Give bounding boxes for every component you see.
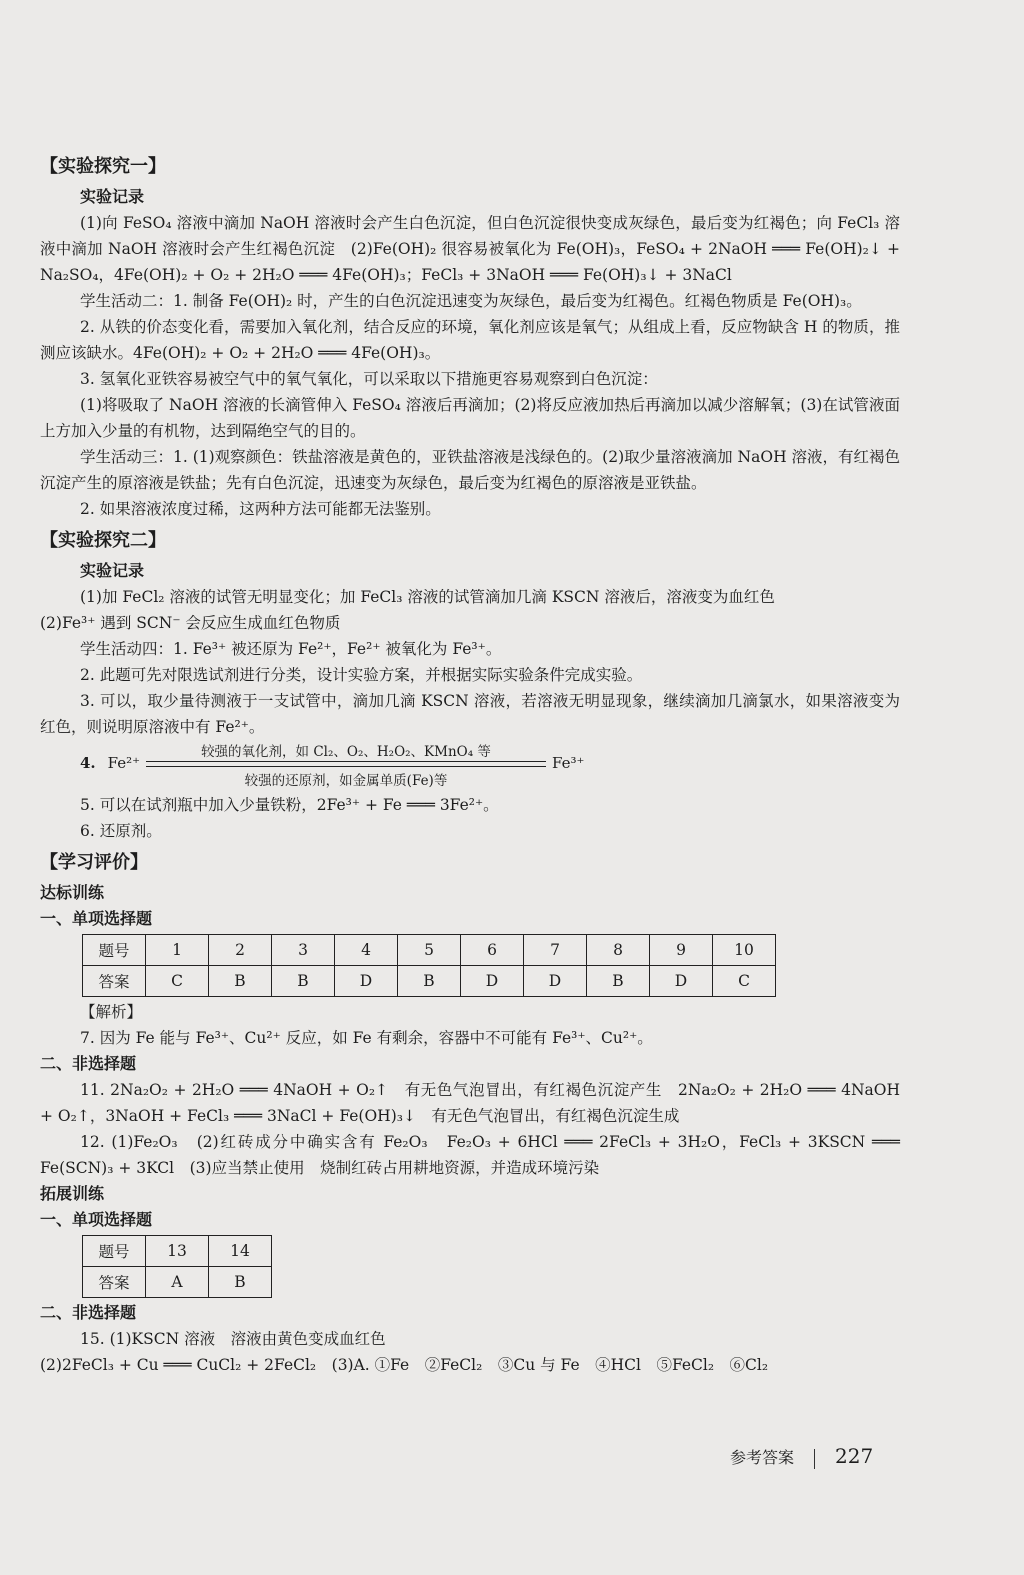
answer-q12: 12. (1)Fe₂O₃ (2)红砖成分中确实含有 Fe₂O₃ Fe₂O₃ + 6HCl ═══ 2FeCl₃ + 3H₂O，FeCl₃ + 3KSCN ═══ Fe(SCN)₃ + 3KCl (3)应当禁止使用 烧制红砖占用耕地资源，并造成环境污染 xyxy=(40,1133,900,1177)
section-title-evaluation: 【学习评价】 xyxy=(40,852,148,873)
activity4-3: 3. 可以，取少量待测液于一支试管中，滴加几滴 KSCN 溶液，若溶液无明显现象，继续滴加几滴氯水，如果溶液变为红色，则说明原溶液中有 Fe²⁺。 xyxy=(40,692,900,736)
subsection-extension-training: 拓展训练 xyxy=(40,1184,105,1203)
table-row xyxy=(83,966,776,997)
question-number: 9 xyxy=(650,935,713,966)
record-title-2: 实验记录 xyxy=(80,561,145,580)
answer-cell: B xyxy=(587,966,650,997)
answer-cell: C xyxy=(146,966,209,997)
forward-arrow-line xyxy=(146,761,546,762)
question-number: 6 xyxy=(461,935,524,966)
record-title-1: 实验记录 xyxy=(80,187,145,206)
question-number: 14 xyxy=(209,1236,272,1267)
subsection-basic-training: 达标训练 xyxy=(40,883,105,902)
activity2-3: 3. 氢氧化亚铁容易被空气中的氧气氧化，可以采取以下措施更容易观察到白色沉淀： xyxy=(80,370,658,388)
footer-label: 参考答案 xyxy=(730,1448,795,1467)
table-row xyxy=(83,1267,272,1298)
answer-cell: B xyxy=(209,1267,272,1298)
equation-right-ion: Fe³⁺ xyxy=(552,754,585,772)
non-choice-heading: 二、非选择题 xyxy=(40,1054,137,1073)
activity4-2: 2. 此题可先对限选试剂进行分类，设计实验方案，并根据实际实验条件完成实验。 xyxy=(80,666,643,684)
table-header-cell: 题号 xyxy=(83,1236,146,1267)
table-header-cell: 题号 xyxy=(83,935,146,966)
exp2-record-1: (1)加 FeCl₂ 溶液的试管无明显变化；加 FeCl₃ 溶液的试管滴加几滴 KSCN 溶液后，溶液变为血红色 xyxy=(80,588,775,606)
activity3-1: 学生活动三：1. (1)观察颜色：铁盐溶液是黄色的，亚铁盐溶液是浅绿色的。(2)取少量溶液滴加 NaOH 溶液，有红褐色沉淀产生的原溶液是铁盐；先有白色沉淀，迅速变为灰绿色，最后变为红褐色的原溶液是亚铁盐。 xyxy=(40,448,901,492)
answer-table-2 xyxy=(82,1235,272,1298)
answer-cell: B xyxy=(209,966,272,997)
answer-q15-part1: 15. (1)KSCN 溶液 溶液由黄色变成血红色 xyxy=(80,1330,386,1348)
question-number: 2 xyxy=(209,935,272,966)
analysis-q7: 7. 因为 Fe 能与 Fe³⁺、Cu²⁺ 反应，如 Fe 有剩余，容器中不可能有 Fe³⁺、Cu²⁺。 xyxy=(80,1029,653,1047)
equation-number: 4. xyxy=(80,754,96,772)
activity2-1: 学生活动二：1. 制备 Fe(OH)₂ 时，产生的白色沉淀迅速变为灰绿色，最后变为红褐色。红褐色物质是 Fe(OH)₃。 xyxy=(80,292,862,310)
answer-cell: B xyxy=(272,966,335,997)
single-choice-heading: 一、单项选择题 xyxy=(40,909,153,928)
answer-cell: C xyxy=(713,966,776,997)
page-footer xyxy=(730,1444,873,1469)
section-title-exp2: 【实验探究二】 xyxy=(40,530,166,551)
footer-divider xyxy=(814,1449,815,1469)
conversion-equation xyxy=(80,740,900,792)
question-number: 5 xyxy=(398,935,461,966)
table-row xyxy=(83,935,776,966)
single-choice-heading-2: 一、单项选择题 xyxy=(40,1210,153,1229)
answer-cell: D xyxy=(335,966,398,997)
table-row xyxy=(83,1236,272,1267)
analysis-title: 【解析】 xyxy=(80,1003,143,1021)
activity4-5: 5. 可以在试剂瓶中加入少量铁粉，2Fe³⁺ + Fe ═══ 3Fe²⁺。 xyxy=(80,796,499,814)
question-number: 4 xyxy=(335,935,398,966)
answer-content xyxy=(40,148,900,1378)
answer-cell: A xyxy=(146,1267,209,1298)
question-number: 7 xyxy=(524,935,587,966)
table-header-cell: 答案 xyxy=(83,966,146,997)
answer-cell: D xyxy=(461,966,524,997)
reverse-arrow-line xyxy=(146,766,546,767)
activity2-2: 2. 从铁的价态变化看，需要加入氧化剂，结合反应的环境，氧化剂应该是氧气；从组成上看，反应物缺含 H 的物质，推测应该缺水。4Fe(OH)₂ + O₂ + 2H₂O ═══ 4Fe(OH)₃。 xyxy=(40,318,900,362)
question-number: 1 xyxy=(146,935,209,966)
answer-table-1 xyxy=(82,934,776,997)
activity3-2: 2. 如果溶液浓度过稀，这两种方法可能都无法鉴别。 xyxy=(80,500,441,518)
question-number: 10 xyxy=(713,935,776,966)
question-number: 8 xyxy=(587,935,650,966)
page-number: 227 xyxy=(835,1444,874,1468)
activity2-3-measures: (1)将吸取了 NaOH 溶液的长滴管伸入 FeSO₄ 溶液后再滴加；(2)将反应液加热后再滴加以减少溶解氧；(3)在试管液面上方加入少量的有机物，达到隔绝空气的目的。 xyxy=(40,396,900,440)
exp1-record: (1)向 FeSO₄ 溶液中滴加 NaOH 溶液时会产生白色沉淀，但白色沉淀很快变成灰绿色，最后变为红褐色；向 FeCl₃ 溶液中滴加 NaOH 溶液时会产生红褐色沉淀 (2)Fe(OH)₂ 很容易被氧化为 Fe(OH)₃，FeSO₄ + 2NaOH ═══ Fe(OH)₂↓ + Na₂SO₄，4Fe(OH)₂ + O₂ + 2H₂O ═══ 4Fe(OH)₃；FeCl₃ + 3NaOH ═══ Fe(OH)₃↓ + 3NaCl xyxy=(40,214,900,284)
activity4-1: 学生活动四：1. Fe³⁺ 被还原为 Fe²⁺，Fe²⁺ 被氧化为 Fe³⁺。 xyxy=(80,640,502,658)
non-choice-heading-2: 二、非选择题 xyxy=(40,1303,137,1322)
table-header-cell: 答案 xyxy=(83,1267,146,1298)
equation-left-ion: Fe²⁺ xyxy=(107,754,141,772)
answer-q15-part2: (2)2FeCl₃ + Cu ═══ CuCl₂ + 2FeCl₂ (3)A. ①Fe ②FeCl₂ ③Cu 与 Fe ④HCl ⑤FeCl₂ ⑥Cl₂ xyxy=(40,1356,769,1374)
activity4-6: 6. 还原剂。 xyxy=(80,822,162,840)
section-title-exp1: 【实验探究一】 xyxy=(40,156,166,177)
equilibrium-arrow xyxy=(146,740,546,792)
reductant-condition: 较强的还原剂，如金属单质(Fe)等 xyxy=(244,773,448,789)
answer-cell: B xyxy=(398,966,461,997)
exp2-record-2: (2)Fe³⁺ 遇到 SCN⁻ 会反应生成血红色物质 xyxy=(40,614,341,632)
answer-q11: 11. 2Na₂O₂ + 2H₂O ═══ 4NaOH + O₂↑ 有无色气泡冒出，有红褐色沉淀产生 2Na₂O₂ + 2H₂O ═══ 4NaOH + O₂↑，3NaOH + FeCl₃ ═══ 3NaCl + Fe(OH)₃↓ 有无色气泡冒出，有红褐色沉淀生成 xyxy=(40,1081,900,1125)
question-number: 3 xyxy=(272,935,335,966)
answer-cell: D xyxy=(650,966,713,997)
answer-cell: D xyxy=(524,966,587,997)
oxidant-condition: 较强的氧化剂，如 Cl₂、O₂、H₂O₂、KMnO₄ 等 xyxy=(201,744,491,760)
question-number: 13 xyxy=(146,1236,209,1267)
